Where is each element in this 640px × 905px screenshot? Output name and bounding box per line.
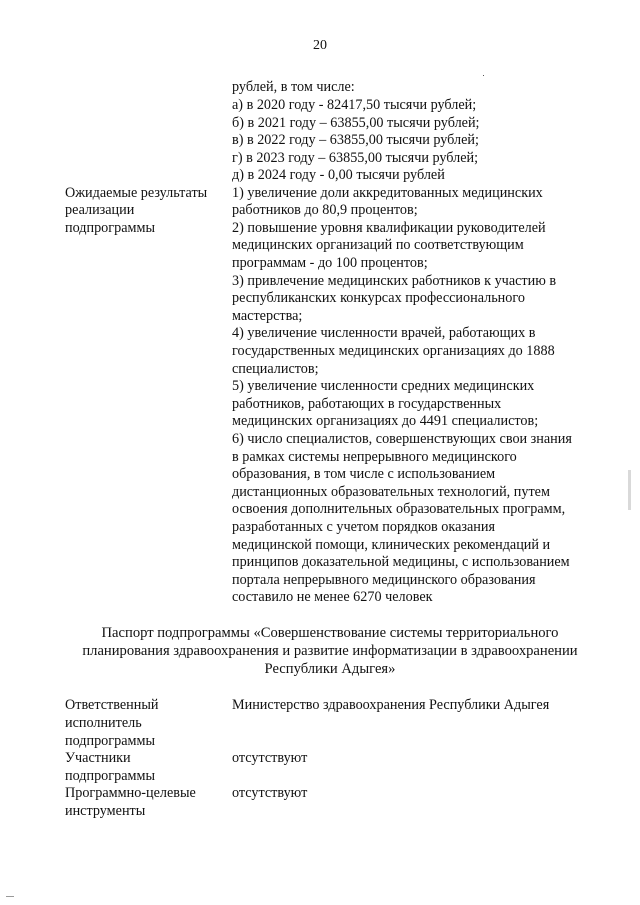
- results-label-line: реализации: [65, 202, 135, 218]
- finance-line: рублей, в том числе:: [232, 79, 355, 95]
- row-label-line: подпрограммы: [65, 768, 155, 784]
- results-line: составило не менее 6270 человек: [232, 589, 433, 605]
- passport-heading-line: Республики Адыгея»: [264, 661, 396, 677]
- results-line: медицинских организациях до 4491 специалистов;: [232, 413, 539, 429]
- results-line: государственных медицинских организациях до 1888: [232, 343, 555, 359]
- results-line: образования, в том числе с использованием: [232, 466, 496, 482]
- results-line: республиканских конкурсах профессионального: [232, 290, 525, 306]
- row-label-line: Программно-целевые: [65, 785, 196, 801]
- row-label-line: Участники: [65, 750, 131, 766]
- results-line: 6) число специалистов, совершенствующих свои знания: [232, 431, 572, 447]
- finance-line: г) в 2023 году – 63855,00 тысячи рублей;: [232, 150, 479, 166]
- scan-speck: [483, 75, 484, 76]
- passport-heading-line: планирования здравоохранения и развитие информатизации в здравоохранении: [82, 643, 578, 659]
- results-line: освоения дополнительных образовательных программ,: [232, 501, 566, 517]
- row-label-line: исполнитель: [65, 715, 142, 731]
- row-value: отсутствуют: [232, 785, 308, 801]
- results-line: работников, работающих в государственных: [232, 396, 502, 412]
- results-line: 1) увеличение доли аккредитованных медицинских: [232, 185, 543, 201]
- results-line: программам - до 100 процентов;: [232, 255, 428, 271]
- page-number: 20: [313, 38, 327, 53]
- results-line: разработанных с учетом порядков оказания: [232, 519, 495, 535]
- results-line: портала непрерывного медицинского образования: [232, 572, 536, 588]
- results-line: работников до 80,9 процентов;: [232, 202, 418, 218]
- row-label-line: подпрограммы: [65, 733, 155, 749]
- results-label-line: подпрограммы: [65, 220, 155, 236]
- row-label-line: инструменты: [65, 803, 146, 819]
- finance-line: а) в 2020 году - 82417,50 тысячи рублей;: [232, 97, 477, 113]
- results-line: в рамках системы непрерывного медицинского: [232, 449, 517, 465]
- results-line: 5) увеличение численности средних медицинских: [232, 378, 535, 394]
- row-value: отсутствуют: [232, 750, 308, 766]
- results-line: специалистов;: [232, 361, 319, 377]
- results-label-line: Ожидаемые результаты: [65, 185, 208, 201]
- results-line: медицинских организаций по соответствующим: [232, 237, 524, 253]
- results-line: 4) увеличение численности врачей, работающих в: [232, 325, 536, 341]
- results-line: принципов доказательной медицины, с использованием: [232, 554, 570, 570]
- finance-line: д) в 2024 году - 0,00 тысячи рублей: [232, 167, 445, 183]
- scan-edge-shadow: [628, 470, 631, 510]
- results-line: мастерства;: [232, 308, 303, 324]
- passport-heading-line: Паспорт подпрограммы «Совершенствование системы территориального: [101, 625, 559, 641]
- row-value: Министерство здравоохранения Республики Адыгея: [232, 697, 550, 713]
- scan-mark: [6, 896, 14, 897]
- finance-line: б) в 2021 году – 63855,00 тысячи рублей;: [232, 115, 480, 131]
- results-line: медицинской помощи, клинических рекомендаций и: [232, 537, 551, 553]
- results-line: дистанционных образовательных технологий, путем: [232, 484, 550, 500]
- results-line: 3) привлечение медицинских работников к участию в: [232, 273, 557, 289]
- row-label-line: Ответственный: [65, 697, 159, 713]
- results-line: 2) повышение уровня квалификации руководителей: [232, 220, 546, 236]
- finance-line: в) в 2022 году – 63855,00 тысячи рублей;: [232, 132, 479, 148]
